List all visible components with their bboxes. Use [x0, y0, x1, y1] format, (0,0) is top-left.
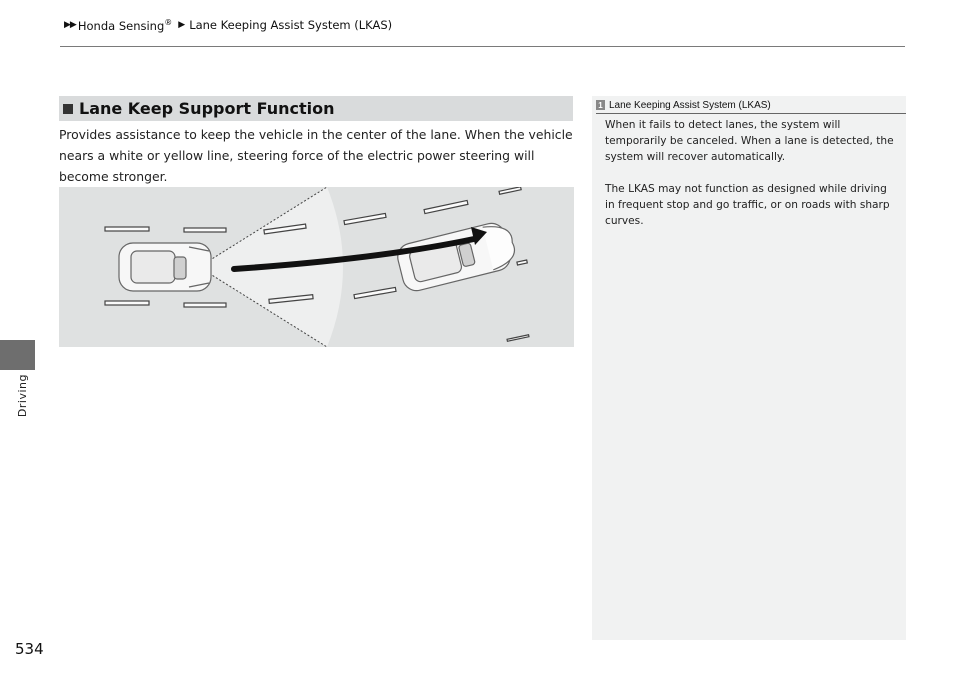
breadcrumb-item-lkas[interactable]: Lane Keeping Assist System (LKAS) [189, 18, 393, 33]
breadcrumb-arrow-icon: ▶▶ [64, 20, 76, 31]
note-panel [592, 96, 906, 640]
car-before [119, 243, 211, 291]
breadcrumb-separator-icon: ▶ [178, 20, 186, 31]
section-title: Lane Keep Support Function [79, 99, 335, 118]
chapter-tab[interactable] [0, 340, 35, 370]
breadcrumb [64, 18, 392, 33]
square-bullet-icon [63, 104, 73, 114]
note-heading[interactable]: Lane Keeping Assist System (LKAS) [609, 99, 771, 111]
page-number: 534 [15, 640, 44, 658]
lane-marking [184, 228, 226, 232]
header-rule [60, 46, 905, 47]
chapter-label: Driving [16, 374, 29, 418]
note-paragraph-1: When it fails to detect lanes, the system will temporarily be canceled. When a lane is detected, the system will recover automatically. [605, 119, 894, 163]
lane-keep-illustration [59, 187, 574, 347]
section-body: Provides assistance to keep the vehicle in the center of the lane. When the vehicle nears a white or yellow line, steering force of the electric power steering will become stronger. [59, 127, 573, 184]
lane-marking [105, 301, 149, 305]
section-header [59, 96, 573, 121]
breadcrumb-item-honda-sensing[interactable]: Honda Sensing® [77, 18, 173, 33]
lane-marking [105, 227, 149, 231]
note-paragraph-2: The LKAS may not function as designed while driving in frequent stop and go traffic, or on roads with sharp curves. [605, 183, 890, 227]
lane-marking [184, 303, 226, 307]
note-header [596, 97, 906, 114]
note-number-icon: 1 [596, 100, 605, 110]
